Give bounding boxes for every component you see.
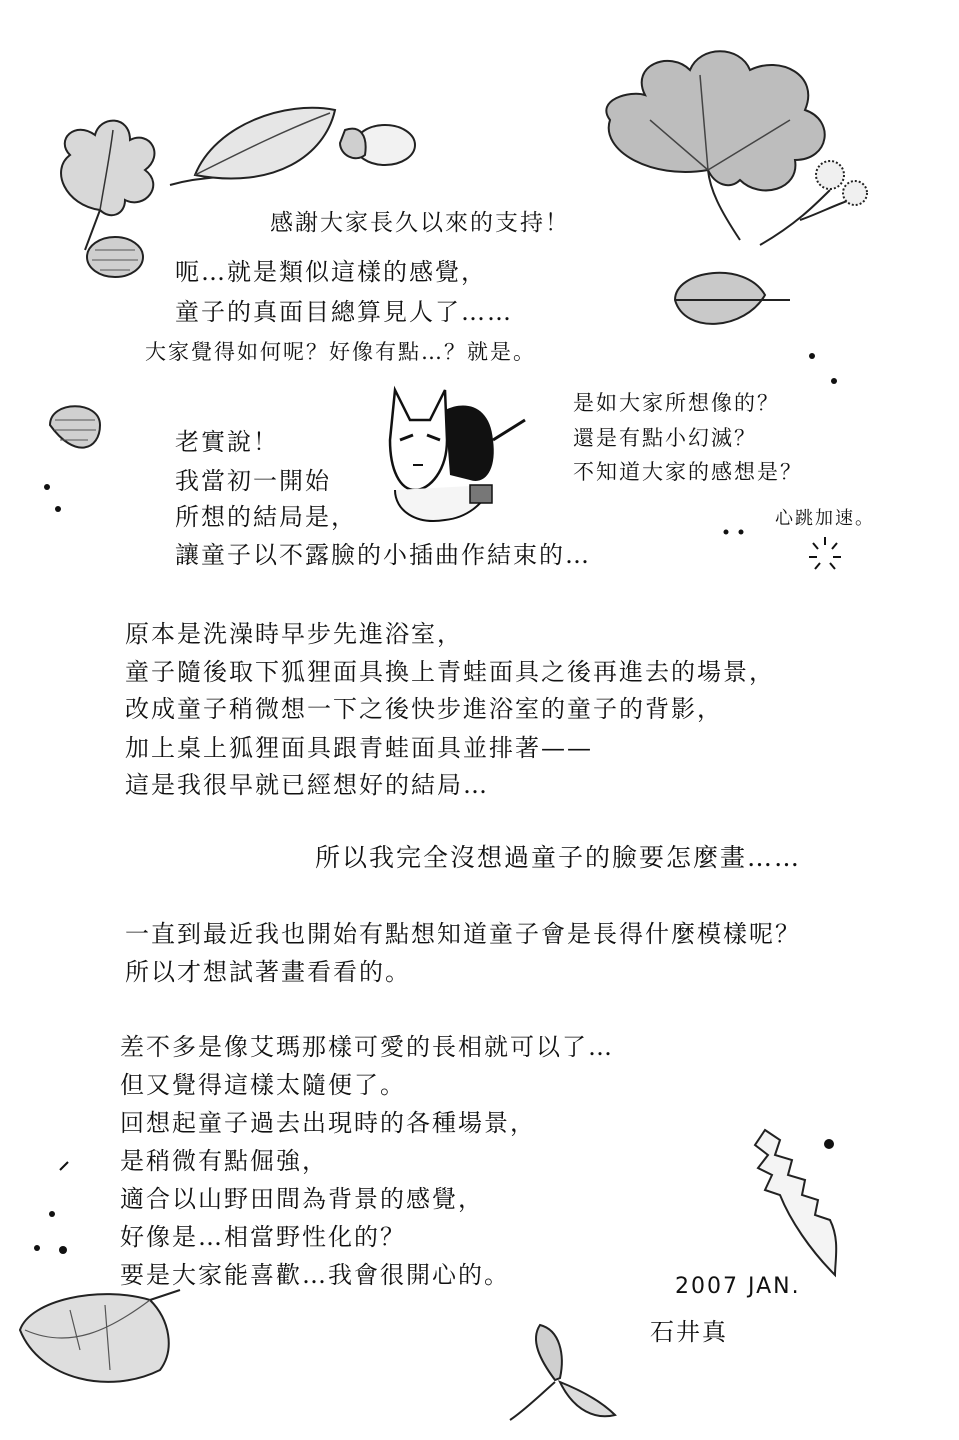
paragraph3-line: 好像是…相當野性化的？ — [120, 1223, 406, 1251]
question-line: 還是有點小幻滅？ — [573, 426, 757, 450]
heartbeat-note: 心跳加速。 — [775, 508, 875, 529]
paragraph3-line: 回想起童子過去出現時的各種場景， — [120, 1109, 536, 1137]
paragraph2-line: 一直到最近我也開始有點想知道童子會是長得什麼模樣呢？ — [125, 920, 801, 948]
paragraph2-line: 所以才想試著畫看看的。 — [125, 958, 411, 986]
emphasis-line: 所以我完全沒想過童子的臉要怎麼畫…… — [315, 843, 802, 872]
paragraph3-line: 差不多是像艾瑪那樣可愛的長相就可以了… — [120, 1033, 614, 1061]
intro-line: 童子的真面目總算見人了…… — [175, 298, 513, 326]
heading: 感謝大家長久以來的支持！ — [270, 210, 570, 236]
confession-line: 我當初一開始 — [175, 467, 331, 495]
paragraph1-line: 加上桌上狐狸面具跟青蛙面具並排著—— — [125, 734, 593, 762]
author-name: 石井真 — [650, 1318, 728, 1346]
paragraph1-line: 改成童子稍微想一下之後快步進浴室的童子的背影， — [125, 695, 723, 723]
signature-date: 2007 JAN. — [675, 1274, 801, 1299]
intro-line: 大家覺得如何呢？好像有點…？就是。 — [145, 340, 536, 364]
confession-line: 讓童子以不露臉的小插曲作結束的… — [175, 541, 591, 569]
confession-line: 老實說！ — [175, 428, 279, 456]
paragraph1-line: 童子隨後取下狐狸面具換上青蛙面具之後再進去的場景， — [125, 658, 775, 686]
question-line: 是如大家所想像的？ — [573, 391, 780, 415]
question-line: 不知道大家的感想是？ — [573, 460, 803, 484]
intro-line: 呃…就是類似這樣的感覺， — [175, 258, 487, 286]
paragraph3-line: 要是大家能喜歡…我會很開心的。 — [120, 1261, 510, 1289]
paragraph3-line: 是稍微有點倔強， — [120, 1147, 328, 1175]
paragraph1-line: 原本是洗澡時早步先進浴室， — [125, 620, 463, 648]
confession-line: 所想的結局是， — [175, 503, 357, 531]
paragraph1-line: 這是我很早就已經想好的結局… — [125, 771, 489, 799]
paragraph3-line: 但又覺得這樣太隨便了。 — [120, 1071, 406, 1099]
paragraph3-line: 適合以山野田間為背景的感覺， — [120, 1185, 484, 1213]
